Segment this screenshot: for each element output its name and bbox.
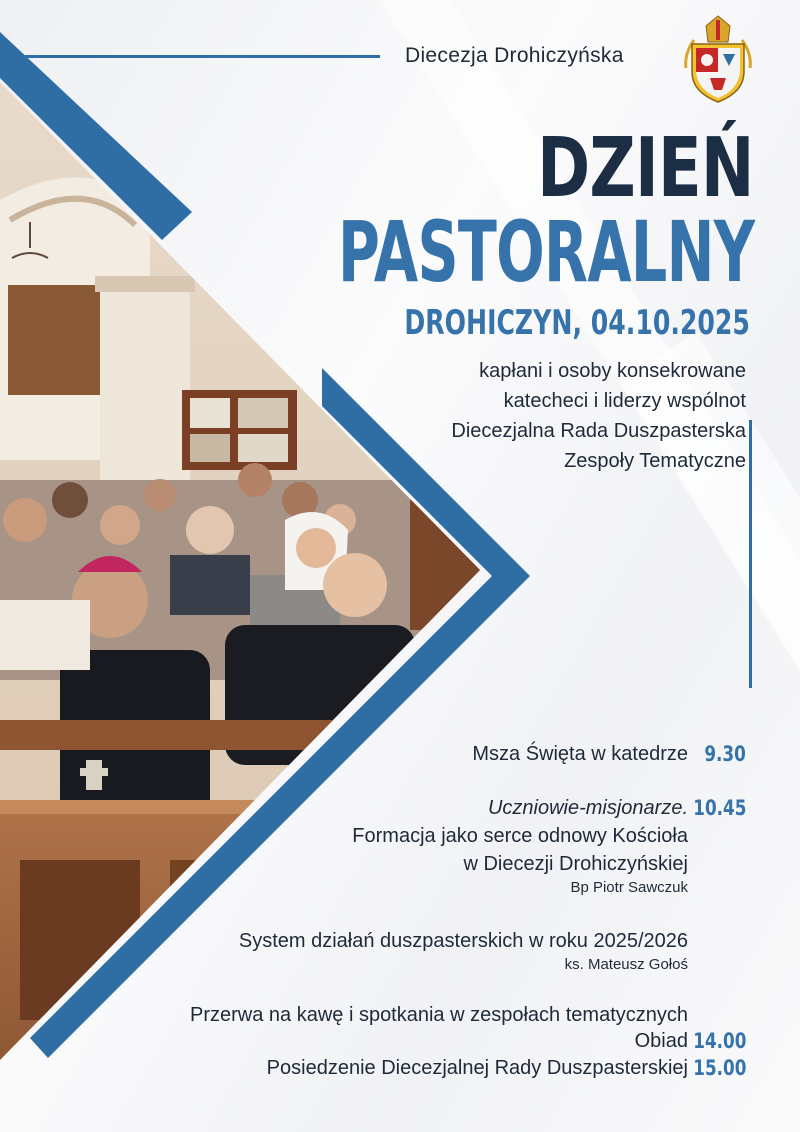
title-line-1: DZIEŃ: [537, 121, 754, 216]
time-mass: 9.30: [704, 742, 746, 766]
audience-list: [451, 356, 746, 476]
place-and-date: DROHICZYN, 04.10.2025: [404, 303, 750, 343]
agenda-lecture2: System działań duszpasterskich w roku 2025/2026: [238, 930, 688, 952]
audience-item: kapłani i osoby konsekrowane: [479, 360, 746, 382]
title-line-2: PASTORALNY: [337, 203, 754, 301]
speaker-lecture2: ks. Mateusz Gołoś: [564, 956, 688, 973]
header-rule: [18, 55, 380, 58]
time-council: 15.00: [692, 1056, 746, 1080]
diocese-coat-of-arms-icon: [680, 14, 756, 104]
speaker-lecture1: Bp Piotr Sawczuk: [570, 879, 688, 896]
agenda-mass: Msza Święta w katedrze: [472, 743, 688, 765]
agenda-lecture1-title: Uczniowie-misjonarze.: [487, 797, 688, 819]
agenda-break: Przerwa na kawę i spotkania w zespołach tematycznych: [189, 1004, 688, 1026]
time-lecture1: 10.45: [692, 796, 746, 820]
audience-item: Diecezjalna Rada Duszpasterska: [451, 420, 746, 442]
agenda-lecture1-line3: w Diecezji Drohiczyńskiej: [463, 853, 688, 875]
vertical-rule: [749, 420, 752, 688]
agenda-lecture1-line2: Formacja jako serce odnowy Kościoła: [352, 825, 688, 847]
audience-item: katecheci i liderzy wspólnot: [503, 390, 746, 412]
audience-item: Zespoły Tematyczne: [564, 450, 746, 472]
time-lunch: 14.00: [692, 1029, 746, 1053]
agenda-council: Posiedzenie Diecezjalnej Rady Duszpasterskiej: [266, 1057, 688, 1079]
diocese-name: Diecezja Drohiczyńska: [405, 44, 624, 67]
agenda-lunch: Obiad: [634, 1030, 688, 1052]
